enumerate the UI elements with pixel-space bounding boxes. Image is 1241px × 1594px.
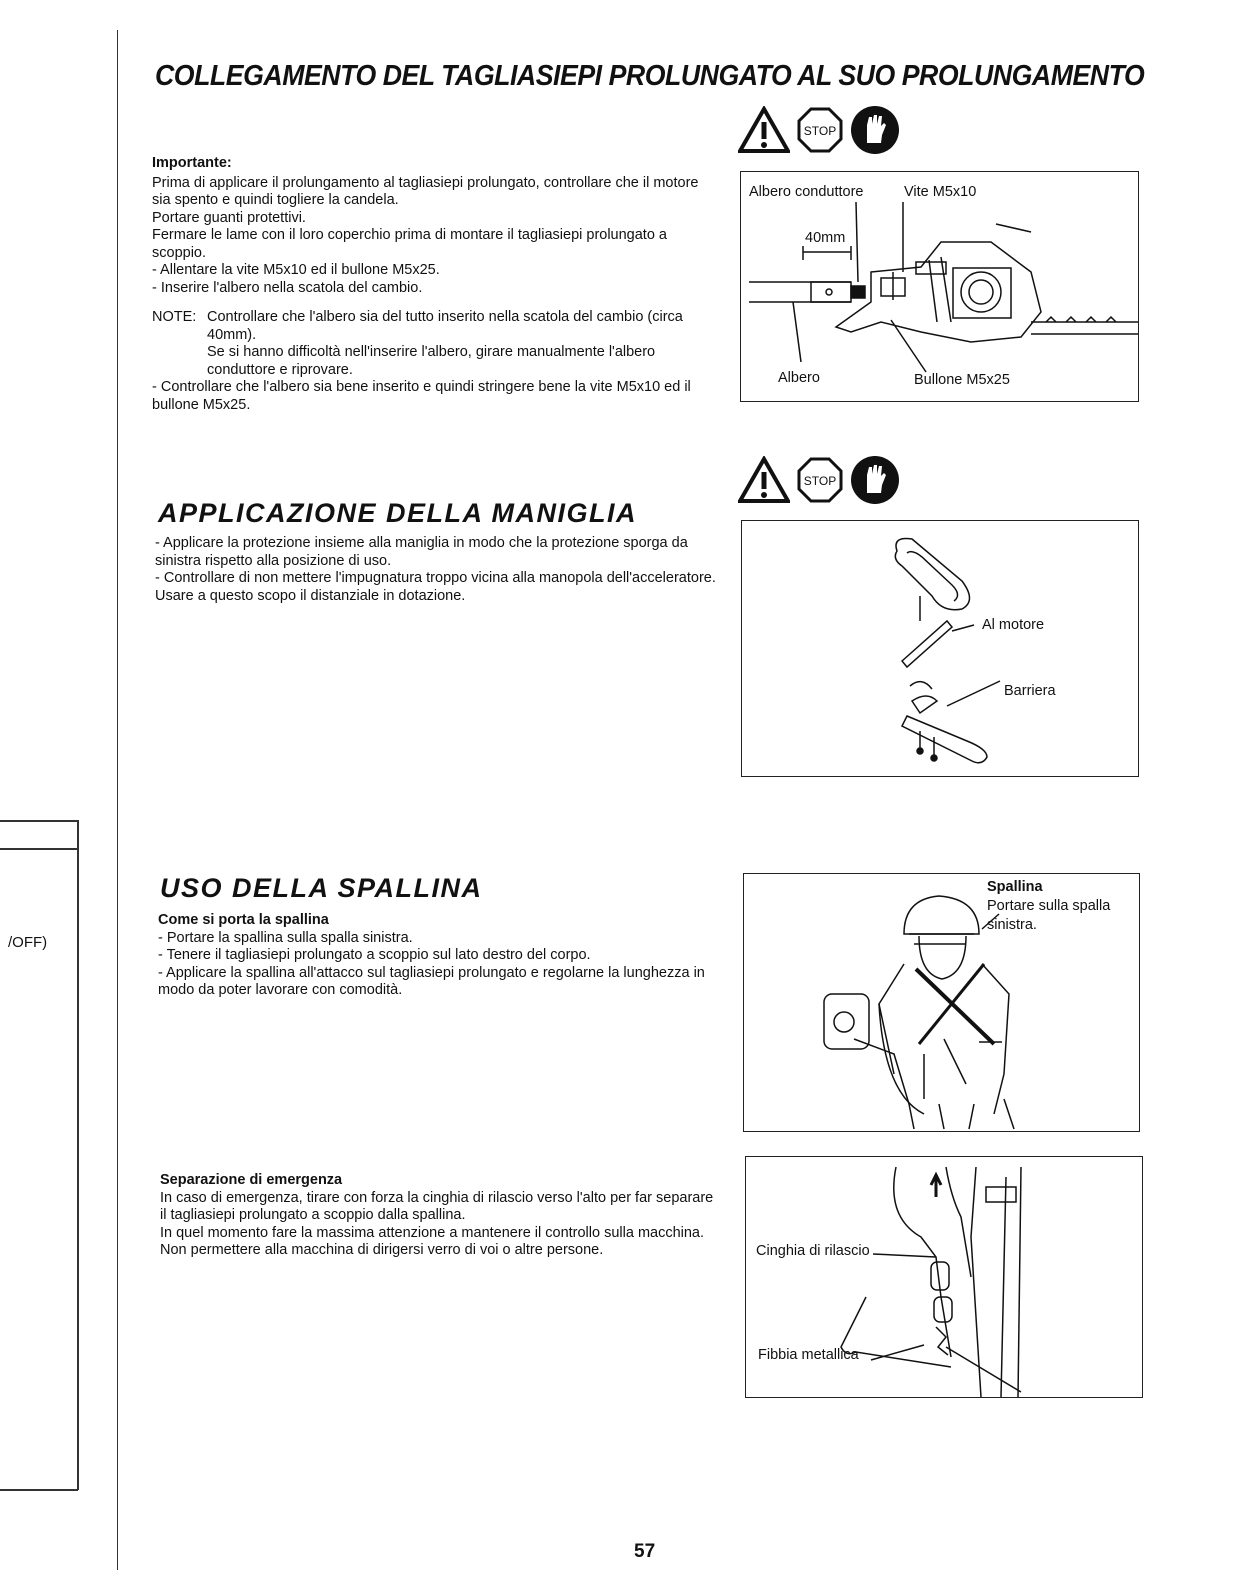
margin-rule-mid [0, 848, 78, 850]
operator-drawing [744, 874, 1139, 1131]
figure-shoulder-strap [743, 873, 1140, 1132]
label-metal-buckle: Fibbia metallica [758, 1347, 859, 1363]
important-label: Importante: [152, 155, 232, 171]
label-strap-line2: sinistra. [987, 917, 1037, 933]
page-number: 57 [634, 1541, 656, 1562]
label-release-strap: Cinghia di rilascio [756, 1243, 870, 1259]
label-strap-line1: Portare sulla spalla [987, 898, 1111, 914]
gearbox-drawing [741, 172, 1138, 401]
label-barrier: Barriera [1004, 683, 1056, 699]
label-shaft: Albero [778, 370, 820, 386]
figure-handle [741, 520, 1139, 777]
figure-shaft-connection [740, 171, 1139, 402]
warning-icons-2 [738, 455, 900, 505]
paragraph: - Applicare la protezione insieme alla maniglia in modo che la protezione sporga da sinistra rispetto alla posizione di uso. [155, 535, 688, 569]
section4-text [160, 1172, 720, 1260]
section2-text [155, 535, 720, 605]
warning-icons-1 [738, 105, 900, 155]
section3-subtitle: Come si porta la spallina [158, 912, 329, 928]
warning-triangle-icon [738, 456, 790, 504]
paragraph: - Allentare la vite M5x10 ed il bullone M5x25. [152, 262, 440, 278]
section3-text [158, 912, 718, 1000]
svg-text:STOP: STOP [803, 124, 837, 138]
label-strap-title: Spallina [987, 879, 1043, 895]
note-line: Se si hanno difficoltà nell'inserire l'albero, girare manualmente l'albero conduttore e riprovare. [207, 344, 656, 378]
section1-text [152, 155, 717, 414]
paragraph: - Portare la spallina sulla spalla sinistra. [158, 929, 413, 946]
paragraph: - Applicare la spallina all'attacco sul tagliasiepi prolungato e regolarne la lunghezza in modo da poter lavorare con comodità. [158, 964, 705, 998]
paragraph: - Controllare di non mettere l'impugnatura troppo vicina alla manopola dell'acceleratore. Usare a questo scopo il distanziale in dotazione. [155, 570, 716, 604]
svg-text:STOP: STOP [803, 474, 837, 488]
margin-rule-top [0, 820, 78, 822]
margin-rule-bottom [0, 1489, 78, 1491]
label-distance: 40mm [805, 230, 846, 246]
handle-drawing [742, 521, 1138, 776]
paragraph: - Inserire l'albero nella scatola del cambio. [152, 279, 423, 296]
label-screw: Vite M5x10 [904, 184, 977, 200]
note-label: NOTE: [152, 309, 197, 325]
stop-icon [796, 456, 844, 504]
label-shaft-driver: Albero conduttore [749, 184, 864, 200]
note-block [152, 309, 717, 379]
figure-release-strap [745, 1156, 1143, 1398]
paragraph: In caso di emergenza, tirare con forza la cinghia di rilascio verso l'alto per far separare il tagliasiepi prolungato a scoppio dalla spallina. [160, 1189, 714, 1223]
paragraph: - Tenere il tagliasiepi prolungato a scoppio sul lato destro del corpo. [158, 947, 591, 963]
section4-subtitle: Separazione di emergenza [160, 1172, 343, 1188]
section1-title: COLLEGAMENTO DEL TAGLIASIEPI PROLUNGATO AL SUO PROLUNGAMENTO [155, 60, 1145, 92]
label-bolt: Bullone M5x25 [914, 372, 1010, 388]
section3-title: USO DELLA SPALLINA [160, 873, 483, 903]
binding-line [117, 30, 118, 1570]
gloves-icon [850, 455, 900, 505]
section2-title: APPLICAZIONE DELLA MANIGLIA [158, 498, 637, 528]
stop-icon [796, 106, 844, 154]
note-line: Controllare che l'albero sia del tutto inserito nella scatola del cambio (circa 40mm). [207, 309, 683, 343]
paragraph: Prima di applicare il prolungamento al tagliasiepi prolungato, controllare che il motore sia spento e quindi togliere la candela. [152, 174, 699, 208]
margin-rule-vertical [77, 820, 79, 1490]
final-step: - Controllare che l'albero sia bene inserito e quindi stringere bene la vite M5x10 ed il bullone M5x25. [152, 379, 691, 413]
label-motor: Al motore [982, 617, 1045, 633]
gloves-icon [850, 105, 900, 155]
release-drawing [746, 1157, 1142, 1397]
paragraph: In quel momento fare la massima attenzione a mantenere il controllo sulla macchina. Non permettere alla macchina di dirigersi verro di voi o altre persone. [160, 1224, 705, 1258]
side-margin-text: /OFF) [8, 934, 48, 951]
paragraph: Fermare le lame con il loro coperchio prima di montare il tagliasiepi prolungato a scoppio. [152, 227, 667, 261]
paragraph: Portare guanti protettivi. [152, 209, 306, 226]
warning-triangle-icon [738, 106, 790, 154]
